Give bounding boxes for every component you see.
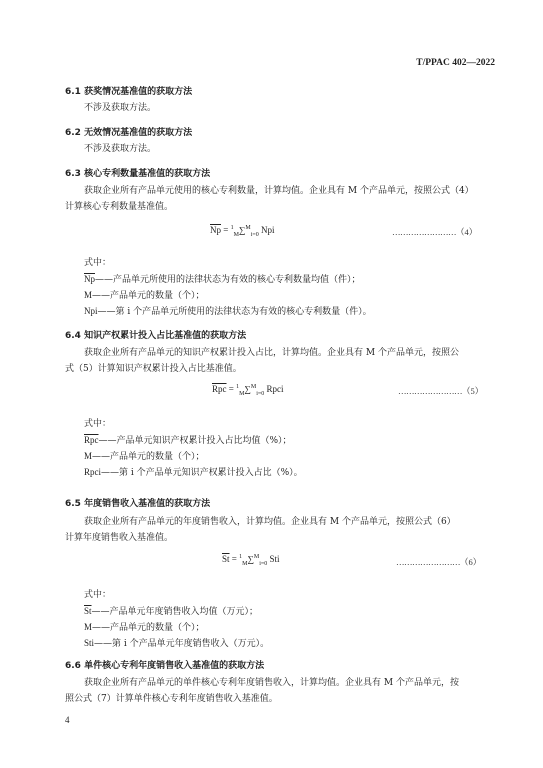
leader-dots: …………………… bbox=[398, 386, 462, 396]
equation-label: （4） bbox=[456, 227, 478, 237]
legend-text: ——产品单元知识产权累计投入占比均值（%）； bbox=[98, 436, 292, 446]
legend-text: ——第 i 个产品单元知识产权累计投入占比（%）。 bbox=[101, 468, 303, 478]
legend-title: 式中： bbox=[84, 419, 112, 429]
legend-text: ——产品单元的数量（个）； bbox=[92, 452, 205, 462]
formula-term: Rpci bbox=[266, 384, 284, 394]
formula-numerator: 1 bbox=[236, 384, 240, 390]
legend-title: 式中： bbox=[84, 258, 112, 268]
legend-symbol: $\overline{Np}$ bbox=[84, 274, 95, 284]
formula-lhs: $\overline{St}$ bbox=[222, 554, 230, 564]
legend-item bbox=[84, 636, 269, 653]
formula-lhs: $\overline{Np}$ bbox=[210, 225, 221, 235]
legend-item bbox=[84, 272, 361, 289]
formula-upper-limit: M bbox=[250, 384, 257, 390]
legend-item bbox=[84, 620, 205, 637]
formula-denominator: M bbox=[239, 390, 245, 397]
equation-label: （5） bbox=[462, 386, 484, 396]
page-number: 4 bbox=[65, 715, 70, 725]
paragraph: 照公式（7）计算单件核心专利年度销售收入基准值。 bbox=[65, 694, 278, 704]
paragraph: 计算年度销售收入基准值。 bbox=[65, 533, 174, 543]
leader-dots: …………………… bbox=[392, 227, 456, 237]
paragraph: 不涉及获取方法。 bbox=[84, 103, 157, 113]
legend-symbol: $\overline{Rpc}$ bbox=[84, 435, 99, 445]
legend-text: ——产品单元的数量（个）； bbox=[92, 291, 205, 301]
legend-symbol: $\overline{St}$ bbox=[84, 606, 92, 616]
formula-eq: = bbox=[228, 384, 234, 394]
paragraph: 不涉及获取方法。 bbox=[84, 144, 157, 154]
equation-number-4 bbox=[392, 226, 477, 238]
legend-symbol: M bbox=[84, 290, 93, 300]
paragraph: 计算核心专利数量基准值。 bbox=[65, 202, 174, 212]
leader-dots: …………………… bbox=[396, 557, 460, 567]
legend-symbol: Sti bbox=[84, 638, 95, 648]
paragraph: 获取企业所有产品单元使用的核心专利数量，计算均值。企业具有 M 个产品单元，按照公式（4） bbox=[84, 186, 474, 196]
formula-5 bbox=[212, 384, 284, 397]
equation-number-6 bbox=[396, 556, 481, 568]
legend-item bbox=[84, 288, 205, 305]
formula-6 bbox=[222, 554, 280, 567]
formula-numerator: 1 bbox=[239, 554, 243, 560]
paragraph: 获取企业所有产品单元的单件核心专利年度销售收入，计算均值。企业具有 M 个产品单元，按 bbox=[84, 678, 459, 688]
formula-term: Sti bbox=[269, 554, 280, 564]
summation-symbol: ∑ bbox=[238, 225, 246, 235]
legend-text: ——第 i 个产品单元所使用的法律状态为有效的核心专利数量（件）。 bbox=[97, 307, 372, 317]
legend-symbol: Npi bbox=[84, 306, 98, 316]
section-heading: 6.1 获奖情况基准值的获取方法 bbox=[65, 87, 193, 97]
legend-symbol: M bbox=[84, 451, 93, 461]
summation-symbol: ∑ bbox=[247, 554, 254, 564]
formula-term: Npi bbox=[261, 225, 275, 235]
equation-number-5 bbox=[398, 385, 483, 397]
legend-title: 式中： bbox=[84, 590, 112, 600]
section-heading: 6.2 无效情况基准值的获取方法 bbox=[65, 128, 193, 138]
legend-item bbox=[84, 604, 258, 621]
section-heading: 6.5 年度销售收入基准值的获取方法 bbox=[65, 499, 211, 509]
legend-symbol: Rpci bbox=[84, 467, 101, 477]
formula-lower-limit: i=0 bbox=[259, 560, 268, 567]
formula-numerator: 1 bbox=[230, 225, 234, 231]
formula-upper-limit: M bbox=[245, 225, 251, 231]
legend-text: ——第 i 个产品单元年度销售收入（万元）。 bbox=[94, 639, 270, 649]
formula-lower-limit: i=0 bbox=[256, 390, 265, 397]
equation-label: （6） bbox=[460, 557, 482, 567]
formula-upper-limit: M bbox=[253, 554, 260, 560]
legend-text: ——产品单元年度销售收入均值（万元）； bbox=[91, 607, 259, 617]
paragraph: 获取企业所有产品单元的年度销售收入，计算均值。企业具有 M 个产品单元，按照公式（6） bbox=[84, 517, 456, 527]
legend-item bbox=[84, 433, 292, 450]
formula-denominator: M bbox=[233, 231, 239, 238]
section-heading: 6.4 知识产权累计投入占比基准值的获取方法 bbox=[65, 331, 247, 341]
legend-text: ——产品单元所使用的法律状态为有效的核心专利数量均值（件）； bbox=[95, 275, 361, 285]
formula-lhs: $\overline{Rpc}$ bbox=[212, 384, 227, 394]
legend-item bbox=[84, 465, 303, 482]
paragraph: 式（5）计算知识产权累计投入占比基准值。 bbox=[65, 364, 242, 374]
formula-eq: = bbox=[223, 225, 229, 235]
formula-eq: = bbox=[231, 554, 237, 564]
formula-denominator: M bbox=[242, 560, 248, 567]
document-id: T/PPAC 402—2022 bbox=[416, 58, 495, 68]
section-heading: 6.6 单件核心专利年度销售收入基准值的获取方法 bbox=[65, 661, 265, 671]
section-heading: 6.3 核心专利数量基准值的获取方法 bbox=[65, 169, 211, 179]
legend-text: ——产品单元的数量（个）； bbox=[92, 623, 205, 633]
formula-lower-limit: i=0 bbox=[250, 231, 259, 238]
formula-4 bbox=[210, 225, 275, 238]
summation-symbol: ∑ bbox=[244, 384, 251, 394]
legend-symbol: M bbox=[84, 622, 93, 632]
legend-item bbox=[84, 449, 205, 466]
legend-item bbox=[84, 304, 372, 321]
paragraph: 获取企业所有产品单元的知识产权累计投入占比，计算均值。企业具有 M 个产品单元，按照公 bbox=[84, 348, 459, 358]
